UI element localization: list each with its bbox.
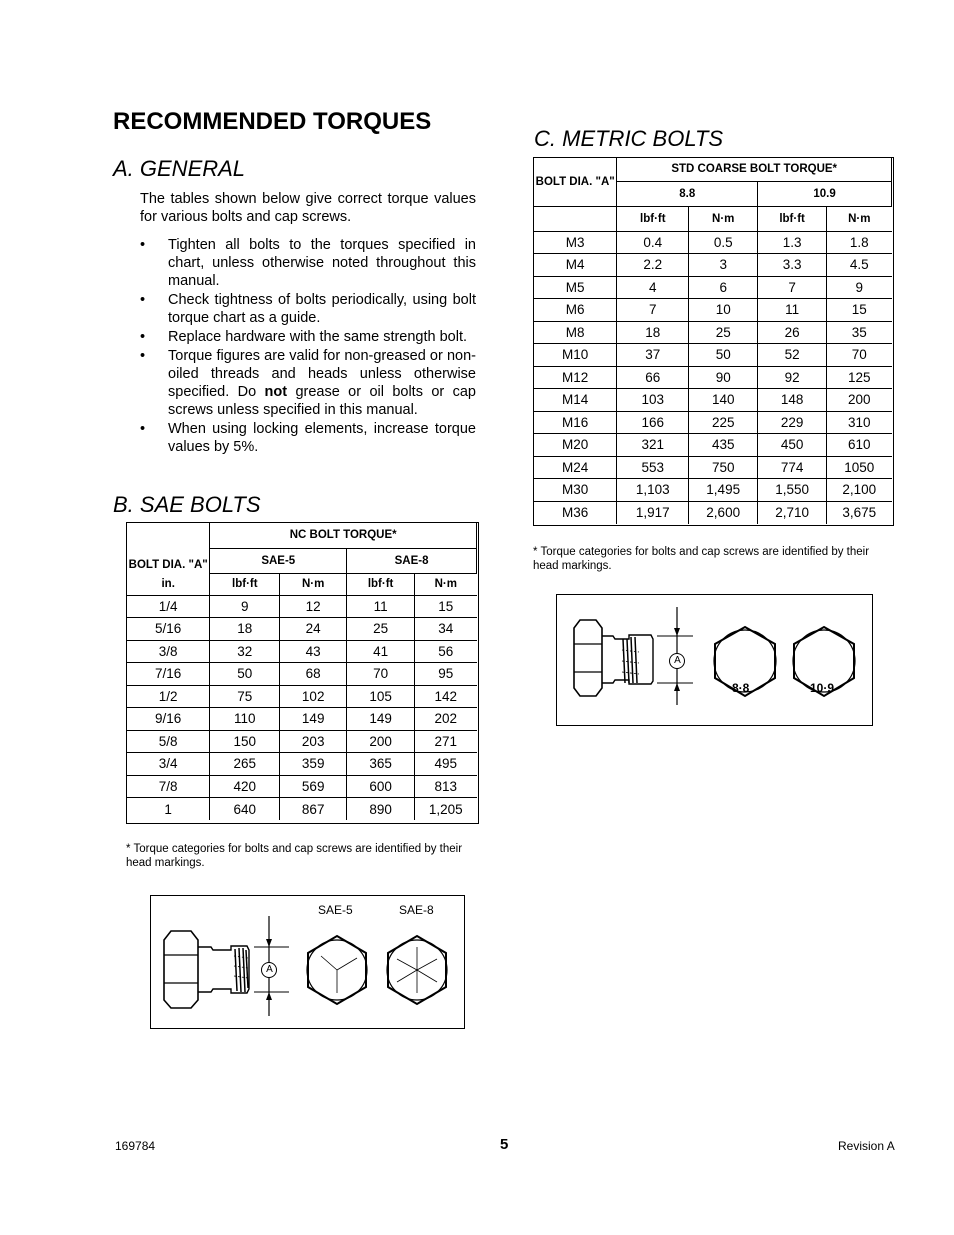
metric-bolt-figure [556,594,873,726]
torque-value-cell: 50 [210,663,280,686]
unit-header: N·m [827,206,892,231]
bolt-size-cell: M36 [534,501,617,524]
torque-value-cell: 68 [280,663,347,686]
torque-value-cell: 12 [280,595,347,618]
bolt-size-cell: 3/4 [127,753,210,776]
torque-value-cell: 4 [617,276,689,299]
bolt-size-cell: 5/8 [127,730,210,753]
torque-value-cell: 225 [689,411,758,434]
bullet-item: • When using locking elements, increase torque values by 5%. [140,421,476,455]
torque-value-cell: 1,103 [617,479,689,502]
torque-value-cell: 1.3 [758,231,827,254]
bolt-size-cell: 1 [127,798,210,821]
torque-value-cell: 34 [415,618,477,641]
section-heading-sae: B. SAE BOLTS [113,492,261,517]
torque-value-cell: 103 [617,389,689,412]
torque-value-cell: 9 [210,595,280,618]
dimension-callout-a: A [266,964,273,975]
torque-value-cell: 365 [347,753,415,776]
torque-value-cell: 553 [617,456,689,479]
torque-value-cell: 18 [617,321,689,344]
torque-value-cell: 56 [415,640,477,663]
torque-value-cell: 450 [758,434,827,457]
torque-value-cell: 200 [827,389,892,412]
unit-header: lbf·ft [758,206,827,231]
table-row [534,344,892,367]
torque-value-cell: 9 [827,276,892,299]
bullet-item: • Tighten all bolts to the torques specified in chart, unless otherwise noted throughout this manual. [140,237,476,289]
torque-value-cell: 105 [347,685,415,708]
metric-bolt-illustration [557,595,872,725]
unit-header: N·m [415,573,477,595]
torque-value-cell: 150 [210,730,280,753]
unit-header: N·m [689,206,758,231]
footer-page-number: 5 [500,1136,509,1153]
table-row [127,595,477,618]
torque-value-cell: 890 [347,798,415,821]
metric-unit-blank [534,206,617,231]
torque-value-cell: 149 [280,708,347,731]
table-row [127,798,477,821]
sae-grade-5-header: SAE-5 [210,548,347,573]
table-row [127,663,477,686]
bolt-size-cell: M3 [534,231,617,254]
dimension-callout-a: A [674,655,681,666]
unit-header: N·m [280,573,347,595]
torque-value-cell: 569 [280,775,347,798]
figure-label-10-9: 10·9 [810,681,835,695]
torque-value-cell: 90 [689,366,758,389]
torque-value-cell: 37 [617,344,689,367]
bullet-icon: • [140,292,146,308]
bolt-size-cell: M10 [534,344,617,367]
torque-value-cell: 1,495 [689,479,758,502]
torque-value-cell: 2.2 [617,254,689,277]
torque-value-cell: 125 [827,366,892,389]
table-row [534,276,892,299]
sae-bolt-illustration [151,896,464,1028]
bullet-item: • Torque figures are valid for non-greased or non-oiled threads and heads unless otherwise specified. Do not grease or oil bolts or cap screws unless specified in this manual. [140,348,476,418]
footer-doc-number: 169784 [115,1139,156,1153]
bullet-item: • Check tightness of bolts periodically, using bolt torque chart as a guide. [140,292,476,326]
bullet-icon: • [140,421,146,437]
torque-value-cell: 750 [689,456,758,479]
table-row [534,231,892,254]
torque-value-cell: 813 [415,775,477,798]
bolt-size-cell: M16 [534,411,617,434]
metric-grade-8-8-header: 8.8 [617,181,758,206]
table-row [127,685,477,708]
torque-value-cell: 95 [415,663,477,686]
torque-value-cell: 867 [280,798,347,821]
metric-torque-header: STD COARSE BOLT TORQUE* [617,158,892,181]
sae-torque-table [127,523,477,820]
torque-value-cell: 202 [415,708,477,731]
bolt-size-cell: M24 [534,456,617,479]
table-row [534,501,892,524]
torque-value-cell: 148 [758,389,827,412]
sae-footnote: * Torque categories for bolts and cap screws are identified by their head markings. [126,843,463,869]
torque-value-cell: 41 [347,640,415,663]
section-heading-general: A. GENERAL [113,156,246,181]
torque-value-cell: 203 [280,730,347,753]
torque-value-cell: 75 [210,685,280,708]
torque-value-cell: 110 [210,708,280,731]
bolt-size-cell: 5/16 [127,618,210,641]
table-row [127,640,477,663]
figure-label-sae-8: SAE-8 [399,903,434,917]
bullet-icon: • [140,329,146,345]
torque-value-cell: 142 [415,685,477,708]
torque-value-cell: 321 [617,434,689,457]
torque-value-cell: 50 [689,344,758,367]
torque-value-cell: 495 [415,753,477,776]
torque-value-cell: 435 [689,434,758,457]
table-row [534,389,892,412]
torque-value-cell: 11 [347,595,415,618]
torque-value-cell: 0.4 [617,231,689,254]
unit-header: lbf·ft [210,573,280,595]
torque-value-cell: 640 [210,798,280,821]
torque-value-cell: 7 [617,299,689,322]
torque-value-cell: 1050 [827,456,892,479]
sae-torque-header: NC BOLT TORQUE* [210,523,477,548]
bolt-size-cell: M4 [534,254,617,277]
torque-value-cell: 7 [758,276,827,299]
table-row [127,730,477,753]
bolt-size-cell: M5 [534,276,617,299]
bolt-size-cell: 9/16 [127,708,210,731]
bolt-size-cell: M12 [534,366,617,389]
torque-value-cell: 420 [210,775,280,798]
torque-value-cell: 265 [210,753,280,776]
torque-value-cell: 140 [689,389,758,412]
torque-value-cell: 2,600 [689,501,758,524]
metric-grade-10-9-header: 10.9 [758,181,892,206]
bolt-size-cell: M8 [534,321,617,344]
torque-value-cell: 66 [617,366,689,389]
metric-dia-header: BOLT DIA. "A" [534,158,617,206]
torque-value-cell: 70 [347,663,415,686]
bullet-icon: • [140,237,146,253]
torque-value-cell: 11 [758,299,827,322]
bolt-size-cell: 1/2 [127,685,210,708]
bullet-icon: • [140,348,146,364]
bolt-size-cell: M6 [534,299,617,322]
metric-footnote: * Torque categories for bolts and cap screws are identified by their head markings. [533,546,870,572]
torque-value-cell: 149 [347,708,415,731]
torque-value-cell: 166 [617,411,689,434]
sae-bolt-figure [150,895,465,1029]
torque-value-cell: 3,675 [827,501,892,524]
table-row [534,366,892,389]
torque-value-cell: 15 [415,595,477,618]
torque-value-cell: 774 [758,456,827,479]
torque-value-cell: 3 [689,254,758,277]
figure-label-8-8: 8·8 [732,681,750,695]
torque-value-cell: 18 [210,618,280,641]
bolt-size-cell: M14 [534,389,617,412]
table-row [534,321,892,344]
torque-value-cell: 200 [347,730,415,753]
torque-value-cell: 6 [689,276,758,299]
torque-value-cell: 25 [689,321,758,344]
torque-value-cell: 271 [415,730,477,753]
torque-value-cell: 43 [280,640,347,663]
bolt-size-cell: 1/4 [127,595,210,618]
table-row [534,434,892,457]
torque-value-cell: 32 [210,640,280,663]
unit-header: lbf·ft [617,206,689,231]
torque-value-cell: 1.8 [827,231,892,254]
table-row [534,456,892,479]
table-row [534,479,892,502]
torque-value-cell: 1,917 [617,501,689,524]
torque-value-cell: 1,550 [758,479,827,502]
torque-value-cell: 24 [280,618,347,641]
bolt-size-cell: M30 [534,479,617,502]
sae-grade-8-header: SAE-8 [347,548,477,573]
torque-value-cell: 92 [758,366,827,389]
torque-value-cell: 229 [758,411,827,434]
metric-torque-table [534,158,892,524]
torque-value-cell: 25 [347,618,415,641]
table-row [534,254,892,277]
general-intro-text: The tables shown below give correct torque values for various bolts and cap screws. [140,191,476,225]
sae-unit-header: in. [127,573,210,595]
torque-value-cell: 3.3 [758,254,827,277]
table-row [127,753,477,776]
table-row [127,775,477,798]
table-row [534,411,892,434]
torque-value-cell: 600 [347,775,415,798]
table-row [534,299,892,322]
torque-value-cell: 26 [758,321,827,344]
footer-revision: Revision A [838,1139,895,1153]
unit-header: lbf·ft [347,573,415,595]
torque-value-cell: 2,710 [758,501,827,524]
bolt-size-cell: 7/16 [127,663,210,686]
table-row [127,618,477,641]
torque-value-cell: 4.5 [827,254,892,277]
torque-value-cell: 610 [827,434,892,457]
torque-value-cell: 2,100 [827,479,892,502]
bolt-size-cell: 3/8 [127,640,210,663]
section-heading-metric: C. METRIC BOLTS [534,126,724,151]
torque-value-cell: 35 [827,321,892,344]
torque-value-cell: 70 [827,344,892,367]
torque-value-cell: 102 [280,685,347,708]
general-bullet-list [140,236,476,457]
torque-value-cell: 1,205 [415,798,477,821]
torque-value-cell: 52 [758,344,827,367]
torque-value-cell: 310 [827,411,892,434]
table-row [127,708,477,731]
page-title: RECOMMENDED TORQUES [113,108,432,135]
bolt-size-cell: 7/8 [127,775,210,798]
figure-label-sae-5: SAE-5 [318,903,353,917]
torque-value-cell: 0.5 [689,231,758,254]
torque-value-cell: 10 [689,299,758,322]
torque-value-cell: 15 [827,299,892,322]
bullet-item: • Replace hardware with the same strength bolt. [140,329,468,345]
torque-value-cell: 359 [280,753,347,776]
bolt-size-cell: M20 [534,434,617,457]
sae-dia-header: BOLT DIA. "A" [127,523,210,573]
